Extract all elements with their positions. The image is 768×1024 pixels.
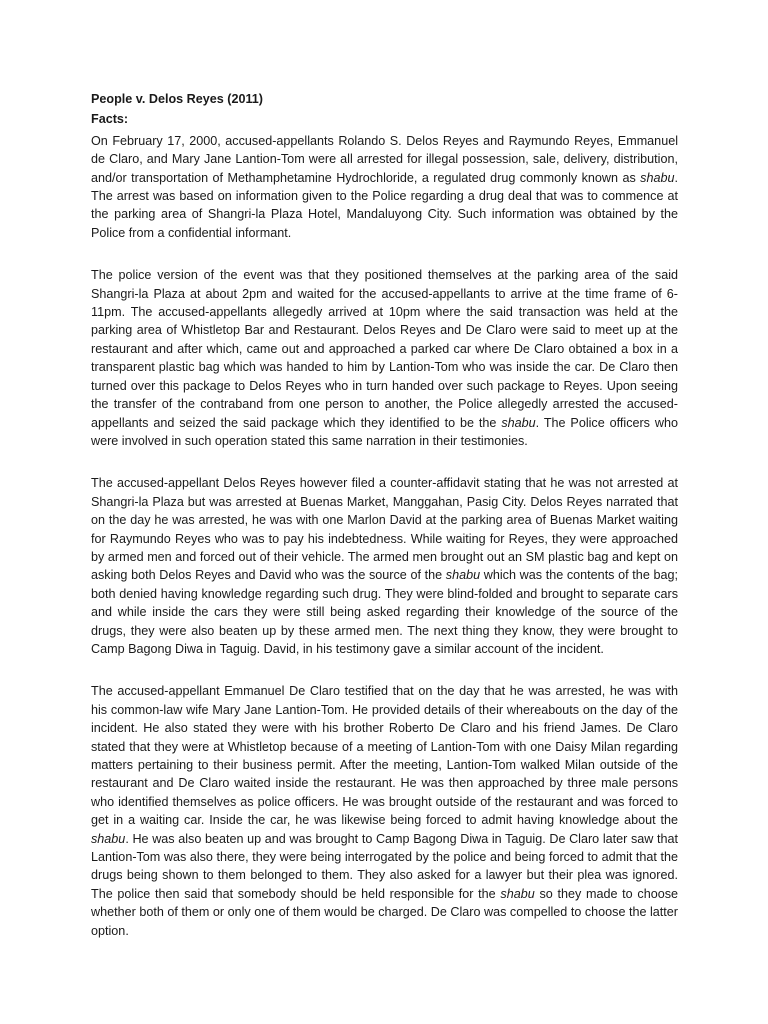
paragraph-1 <box>91 132 678 242</box>
text-run-italic: shabu <box>501 415 536 430</box>
document-page <box>91 90 678 940</box>
text-run-italic: shabu <box>640 170 675 185</box>
case-title: People v. Delos Reyes (2011) <box>91 92 263 106</box>
paragraph-2 <box>91 266 678 450</box>
text-run: so they made to choose whether both of them or only one of them would be charged. De Claro was compelled to choose the latter option. <box>91 886 679 938</box>
text-run: . The Police officers who were involved in such operation stated this same narration in their testimonies. <box>91 415 678 448</box>
section-heading-facts: Facts: <box>91 112 129 127</box>
text-run: . The arrest was based on information given to the Police regarding a drug deal that was to commence at the parking area of Shangri-la Plaza Hotel, Mandaluyong City. Such information was obtained by the Police from a confidential informant. <box>91 170 678 240</box>
paragraph-4 <box>91 682 678 940</box>
text-run: The accused-appellant Emmanuel De Claro testified that on the day that he was arrested, he was with his common-law wife Mary Jane Lantion-Tom. He provided details of their whereabouts on the day of the incident. He also stated they were with his brother Roberto De Claro and his friend James. De Claro stated that they were at Whistletop because of a meeting of Lantion-Tom with one Daisy Milan regarding matters pertaining to their business permit. After the meeting, Lantion-Tom walked Milan outside of the restaurant and De Claro waited inside the restaurant. He was then approached by three male persons who identified themselves as police officers. He was brought outside of the restaurant and was forced to get in a waiting car. Inside the car, he was likewise being forced to admit having knowledge about the <box>91 684 678 828</box>
text-run: . He was also beaten up and was brought to Camp Bagong Diwa in Taguig. De Claro later saw that Lantion-Tom was also there, they were being interrogated by the police and being forced to admit that the drugs being shown to them belonged to them. They also asked for a lawyer but their plea was ignored. The police then said that somebody should be held responsible for the <box>91 831 678 901</box>
text-run-italic: shabu <box>445 568 481 583</box>
paragraph-3 <box>91 474 678 658</box>
text-run-italic: shabu <box>500 886 535 901</box>
text-run: On February 17, 2000, accused-appellants Rolando S. Delos Reyes and Raymundo Reyes, Emmanuel de Claro, and Mary Jane Lantion-Tom were all arrested for illegal possession, sale, delivery, distribution, and/or transportation of Methamphetamine Hydrochloride, a regulated drug commonly known as <box>91 133 678 185</box>
text-run: The police version of the event was that they positioned themselves at the parking area of the said Shangri-la Plaza at about 2pm and waited for the accused-appellants to arrive at the time frame of 6-11pm. The accused-appellants allegedly arrived at 10pm where the said transaction was held at the parking area of Whistletop Bar and Restaurant. Delos Reyes and De Claro were said to meet up at the restaurant and after which, came out and approached a parked car where De Claro obtained a box in a transparent plastic bag which was handed to him by Lantion-Tom who was inside the car. De Claro then turned over this package to Delos Reyes who in turn handed over such package to Reyes. Upon seeing the transfer of the contraband from one person to another, the Police allegedly arrested the accused-appellants and seized the said package which they identified to be the <box>91 268 678 430</box>
text-run: which was the contents of the bag; both denied having knowledge regarding such drug. They were blind-folded and brought to separate cars and while inside the cars they were still being asked regarding their knowledge of the source of the drugs, they were also beaten up by these armed men. The next thing they know, they were brought to Camp Bagong Diwa in Taguig. David, in his testimony gave a similar account of the incident. <box>91 568 678 656</box>
text-run-italic: shabu <box>91 831 126 846</box>
text-run: The accused-appellant Delos Reyes however filed a counter-affidavit stating that he was not arrested at Shangri-la Plaza but was arrested at Buenas Market, Manggahan, Pasig City. Delos Reyes narrated that on the day he was arrested, he was with one Marlon David at the parking area of Buenas Market waiting for Raymundo Reyes who was to pay his indebtedness. While waiting for Reyes, they were approached by armed men and forced out of their vehicle. The armed men brought out an SM plastic bag and kept on asking both Delos Reyes and David who was the source of the <box>91 476 678 583</box>
